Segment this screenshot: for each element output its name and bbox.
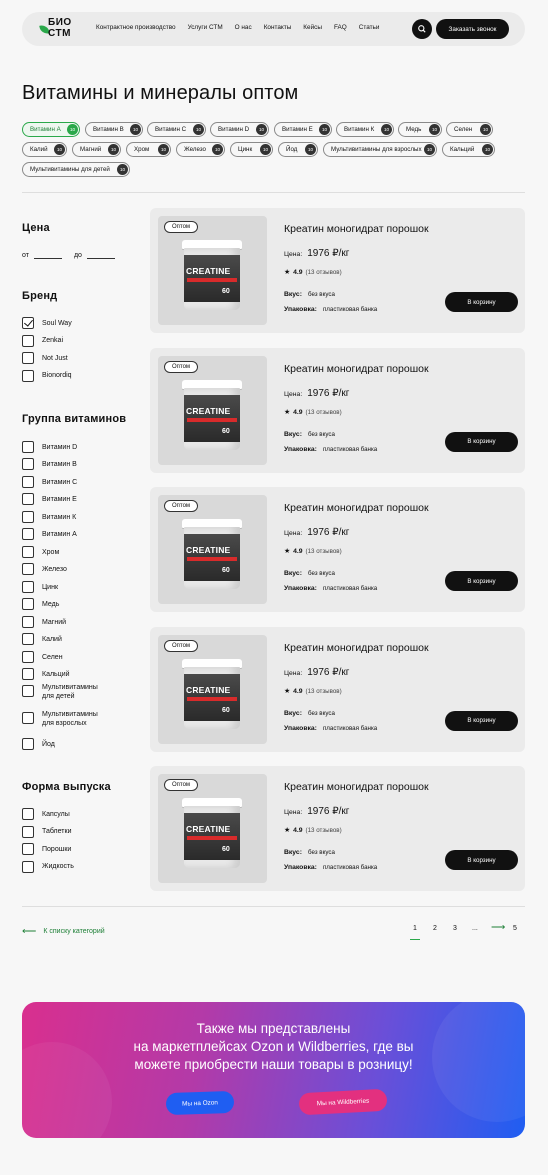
nav-faq[interactable]: FAQ [333, 24, 347, 31]
chip-count: 10 [480, 124, 491, 135]
product-rating [284, 687, 342, 695]
chip-vitamin-k[interactable] [336, 122, 394, 137]
page-3[interactable]: 3 [453, 925, 457, 932]
price-label: Цена: [284, 809, 303, 816]
vitamin-filter-label: Кальций [42, 670, 70, 678]
vitamin-filter-checkbox[interactable] [22, 476, 34, 488]
chip-label: Железо [184, 146, 206, 153]
pack-label: Упаковка: [284, 585, 317, 592]
chip-count: 10 [67, 124, 78, 135]
rating-value: 4.9 [293, 548, 303, 555]
price-to-input[interactable] [87, 258, 115, 259]
chip-calcium[interactable] [442, 142, 495, 157]
product-rating [284, 408, 342, 416]
vitamin-filter-checkbox[interactable] [22, 441, 34, 453]
chip-label: Витамин D [218, 126, 250, 133]
chip-count: 10 [429, 124, 440, 135]
form-filter-label: Порошки [42, 845, 72, 853]
chip-count: 10 [158, 144, 169, 155]
reviews-count[interactable]: (13 отзывов) [305, 269, 342, 276]
page-2[interactable]: 2 [433, 925, 437, 932]
main-nav [96, 24, 391, 31]
product-card[interactable] [150, 487, 525, 612]
product-pack [284, 446, 377, 453]
form-filter-label: Жидкость [42, 863, 74, 871]
taste-value: без вкуса [307, 430, 335, 438]
chip-count: 10 [482, 144, 493, 155]
pack-label: Упаковка: [284, 306, 317, 313]
logo[interactable] [40, 16, 70, 42]
vitamin-filter-checkbox[interactable] [22, 616, 34, 628]
chip-count: 10 [108, 144, 119, 155]
pack-value: пластиковая банка [322, 864, 378, 871]
rating-value: 4.9 [293, 408, 303, 416]
form-filter-checkbox[interactable] [22, 808, 34, 820]
creatine-jar-image [182, 659, 242, 729]
jar-label-text: CREATINE [186, 684, 231, 695]
product-rating [284, 547, 342, 555]
jar-count: 60 [222, 567, 230, 574]
price-range [22, 252, 127, 259]
creatine-jar-image [182, 380, 242, 450]
back-to-categories-link[interactable] [22, 926, 105, 937]
chip-count: 10 [424, 144, 435, 155]
product-card[interactable] [150, 208, 525, 333]
jar-label-stripe [187, 697, 237, 701]
back-label: К списку категорий [43, 928, 105, 935]
filter-vitamins-title: Группа витаминов [22, 413, 127, 425]
add-to-cart-button[interactable]: В корзину [445, 850, 518, 870]
jar-label-stripe [187, 278, 237, 282]
brand-filter-label: Not Just [42, 354, 68, 362]
chip-label: Мультивитамины для взрослых [331, 146, 422, 153]
chip-magnesium[interactable] [72, 142, 121, 157]
chip-copper[interactable] [398, 122, 442, 137]
order-call-button[interactable]: Заказать звонок [436, 19, 509, 39]
pack-value: пластиковая банка [322, 306, 378, 313]
star-icon: ★ [284, 269, 291, 276]
add-to-cart-button[interactable]: В корзину [445, 292, 518, 312]
reviews-count[interactable]: (13 отзывов) [305, 687, 342, 695]
vitamin-filter-label: Йод [42, 740, 55, 748]
product-pack [284, 585, 377, 592]
nav-cases[interactable]: Кейсы [303, 24, 322, 31]
reviews-count[interactable]: (13 отзывов) [305, 548, 342, 555]
product-rating [284, 268, 342, 276]
pack-value: пластиковая банка [322, 585, 378, 592]
jar-label-text: CREATINE [186, 266, 231, 276]
chip-label: Йод [286, 146, 298, 153]
chip-count: 10 [305, 144, 316, 155]
form-filter-checkbox[interactable] [22, 843, 34, 855]
search-icon [412, 19, 432, 39]
jar-count: 60 [222, 846, 230, 853]
vitamin-filter-label: Витамин К [42, 513, 77, 521]
jar-label-text: CREATINE [186, 405, 231, 416]
star-icon: ★ [284, 687, 291, 695]
search-button[interactable] [412, 19, 432, 39]
ozon-button[interactable]: Мы на Ozon [166, 1091, 235, 1115]
chip-count: 10 [256, 124, 267, 135]
chip-chromium[interactable] [126, 142, 171, 157]
filter-brand-title: Бренд [22, 290, 58, 302]
jar-count: 60 [222, 427, 230, 435]
add-to-cart-button[interactable]: В корзину [445, 432, 518, 452]
chip-label: Цинк [238, 146, 253, 153]
page-ellipsis: ... [472, 925, 478, 932]
vitamin-filter-checkbox[interactable] [22, 563, 34, 575]
chip-count: 10 [130, 124, 141, 135]
brand-filter-checkbox[interactable] [22, 317, 34, 329]
chip-vitamin-c[interactable] [147, 122, 206, 137]
pack-value: пластиковая банка [322, 445, 378, 453]
banner-text [22, 1020, 525, 1074]
vitamin-filter-label: Витамин D [42, 443, 78, 451]
vitamin-filter-label: Витамин А [42, 530, 77, 538]
product-name[interactable]: Креатин моногидрат порошок [284, 502, 429, 514]
product-pack [284, 864, 377, 871]
product-rating [284, 826, 342, 834]
price-to-label: до [73, 252, 82, 259]
pack-label: Упаковка: [284, 724, 317, 732]
wholesale-badge: Оптом [164, 779, 198, 791]
vitamin-filter-checkbox[interactable] [22, 546, 34, 558]
pack-label: Упаковка: [284, 864, 317, 871]
vitamin-filter-checkbox[interactable] [22, 685, 34, 697]
chip-label: Магний [80, 146, 102, 153]
chip-label: Мультивитамины для детей [30, 166, 110, 173]
taste-label: Вкус: [284, 849, 302, 856]
product-pack [284, 725, 377, 732]
vitamin-filter-checkbox[interactable] [22, 651, 34, 663]
chip-iron[interactable] [176, 142, 225, 157]
nav-articles[interactable]: Статьи [358, 24, 380, 31]
vitamin-filter-label: Витамин Е [42, 495, 77, 503]
product-image[interactable] [158, 774, 267, 883]
price-from-label: от [22, 252, 29, 259]
filter-price-title: Цена [22, 222, 50, 234]
vitamin-filter-label: Витамин С [42, 478, 78, 486]
chip-vitamin-d[interactable] [210, 122, 269, 137]
vitamin-filter-label: Медь [42, 600, 60, 608]
product-price [284, 527, 349, 538]
product-card[interactable] [150, 766, 525, 891]
product-image[interactable] [158, 216, 267, 325]
form-filter-label: Капсулы [42, 810, 70, 818]
product-price [284, 388, 349, 399]
rating-value: 4.9 [293, 687, 303, 695]
vitamin-filter-checkbox[interactable] [22, 511, 34, 523]
arrow-left-icon: ⟵ [22, 926, 37, 937]
form-filter-checkbox[interactable] [22, 826, 34, 838]
filter-form-title: Форма выпуска [22, 781, 111, 793]
product-name[interactable]: Креатин моногидрат порошок [284, 641, 429, 654]
logo-line-2: СТМ [48, 28, 71, 39]
product-image[interactable] [158, 635, 267, 744]
chip-label: Медь [406, 126, 422, 133]
chip-vitamin-b[interactable] [85, 122, 143, 137]
chip-label: Витамин В [93, 126, 124, 133]
chip-count: 10 [260, 144, 271, 155]
rating-value: 4.9 [293, 827, 303, 834]
brand-filter-checkbox[interactable] [22, 352, 34, 364]
vitamin-filter-checkbox[interactable] [22, 712, 34, 724]
vitamin-filter-checkbox[interactable] [22, 668, 34, 680]
vitamin-filter-label: Калий [42, 635, 62, 643]
divider [22, 192, 525, 193]
price-value: 1976 ₽/кг [307, 806, 350, 817]
taste-value: без вкуса [307, 570, 335, 577]
taste-value: без вкуса [307, 849, 335, 856]
current-page-indicator [410, 939, 420, 940]
jar-count: 60 [222, 288, 230, 295]
star-icon: ★ [284, 827, 291, 834]
jar-label-stripe [187, 418, 237, 422]
chip-multivitamins-adults[interactable] [323, 142, 437, 157]
chip-potassium[interactable] [22, 142, 67, 157]
banner-line: Также мы представлены [196, 1021, 351, 1036]
nav-stm-services[interactable]: Услуги СТМ [187, 24, 223, 31]
vitamin-filter-label: Мультивитамины для взрослых [42, 711, 98, 727]
vitamin-filter-label: Селен [42, 653, 63, 661]
vitamin-filter-label: Витамин B [42, 460, 77, 468]
price-value: 1976 ₽/кг [307, 666, 350, 678]
chip-vitamin-a[interactable] [22, 122, 80, 137]
jar-count: 60 [222, 706, 230, 714]
brand-filter-label: Bionordiq [42, 372, 72, 380]
chip-multivitamins-kids[interactable] [22, 162, 130, 177]
vitamin-filter-label: Цинк [42, 583, 59, 591]
wildberries-button[interactable]: Мы на Wildberries [298, 1089, 387, 1116]
product-price [284, 248, 349, 259]
divider [22, 906, 525, 907]
price-label: Цена: [284, 669, 303, 677]
pack-label: Упаковка: [284, 445, 317, 453]
logo-line-1: БИО [48, 17, 72, 28]
wholesale-badge: Оптом [164, 640, 198, 652]
banner-line: на маркетплейсах Ozon и Wildberries, где вы [133, 1039, 414, 1054]
chip-vitamin-e[interactable] [274, 122, 332, 137]
page-1[interactable]: 1 [413, 925, 417, 932]
product-taste [284, 570, 335, 577]
vitamin-filter-checkbox[interactable] [22, 598, 34, 610]
jar-label-text: CREATINE [186, 824, 231, 834]
add-to-cart-button[interactable]: В корзину [445, 711, 518, 731]
chip-count: 10 [54, 144, 65, 155]
reviews-count[interactable]: (13 отзывов) [305, 408, 342, 416]
nav-contacts[interactable]: Контакты [263, 24, 292, 31]
product-card[interactable] [150, 627, 525, 752]
add-to-cart-button[interactable]: В корзину [445, 571, 518, 591]
form-filter-label: Таблетки [42, 828, 72, 836]
rating-value: 4.9 [293, 269, 303, 276]
product-image[interactable] [158, 495, 267, 604]
jar-label-text: CREATINE [186, 545, 231, 555]
creatine-jar-image [182, 240, 242, 310]
product-taste [284, 291, 335, 298]
nav-contract-production[interactable]: Контрактное производство [96, 24, 176, 31]
banner-line: можете приобрести наши товары в розницу! [134, 1057, 413, 1072]
vitamin-filter-checkbox[interactable] [22, 633, 34, 645]
wholesale-badge: Оптом [164, 361, 198, 373]
brand-filter-checkbox[interactable] [22, 335, 34, 347]
product-taste [284, 431, 335, 438]
brand-filter-label: Soul Way [42, 319, 72, 327]
taste-label: Вкус: [284, 291, 302, 298]
product-taste [284, 849, 335, 856]
chip-count: 10 [117, 164, 128, 175]
pack-value: пластиковая банка [322, 724, 378, 732]
product-card[interactable] [150, 348, 525, 473]
taste-label: Вкус: [284, 430, 302, 438]
chip-label: Кальций [450, 146, 475, 153]
chip-label: Калий [30, 146, 48, 153]
form-filter-checkbox[interactable] [22, 861, 34, 873]
price-value: 1976 ₽/кг [307, 387, 350, 399]
product-image[interactable] [158, 356, 267, 465]
creatine-jar-image [182, 519, 242, 589]
page-title: Витамины и минералы оптом [22, 82, 299, 104]
chip-label: Витамин К [344, 126, 375, 133]
product-taste [284, 710, 335, 717]
vitamin-filter-checkbox[interactable] [22, 738, 34, 750]
chip-count: 10 [319, 124, 330, 135]
chip-count: 10 [193, 124, 204, 135]
star-icon: ★ [284, 408, 291, 416]
jar-label-stripe [187, 557, 237, 561]
taste-label: Вкус: [284, 570, 302, 577]
taste-value: без вкуса [307, 291, 335, 298]
price-from-input[interactable] [34, 258, 62, 259]
vitamin-filter-label: Магний [42, 618, 67, 626]
vitamin-filter-checkbox[interactable] [22, 458, 34, 470]
site-header [22, 12, 525, 46]
reviews-count[interactable]: (13 отзывов) [305, 827, 342, 834]
chip-zinc[interactable] [230, 142, 273, 157]
chip-label: Витамин С [155, 126, 187, 133]
chip-count: 10 [381, 124, 392, 135]
price-label: Цена: [284, 530, 303, 537]
star-icon: ★ [284, 548, 291, 555]
vitamin-filter-label: Хром [42, 548, 60, 556]
price-value: 1976 ₽/кг [307, 527, 350, 538]
vitamin-filter-checkbox[interactable] [22, 581, 34, 593]
chip-count: 10 [212, 144, 223, 155]
chip-label: Селен [454, 126, 473, 133]
chip-label: Хром [134, 146, 150, 153]
chip-label: Витамин А [30, 126, 61, 133]
product-name[interactable]: Креатин моногидрат порошок [284, 362, 429, 375]
product-price [284, 667, 349, 678]
brand-filter-label: Zenkai [42, 337, 64, 345]
chip-iodine[interactable] [278, 142, 318, 157]
nav-about[interactable]: О нас [234, 24, 252, 31]
product-pack [284, 306, 377, 313]
price-label: Цена: [284, 390, 303, 398]
product-price [284, 806, 349, 817]
vitamin-filter-label: Железо [42, 565, 67, 573]
taste-label: Вкус: [284, 709, 302, 717]
vitamin-filter-checkbox[interactable] [22, 528, 34, 540]
brand-filter-checkbox[interactable] [22, 370, 34, 382]
arrow-right-icon[interactable]: ⟶ [491, 922, 506, 933]
wholesale-badge: Оптом [164, 500, 198, 512]
marketplace-banner [22, 1002, 525, 1138]
page-5[interactable]: 5 [513, 925, 517, 932]
price-label: Цена: [284, 251, 303, 258]
vitamin-filter-label: Мультивитамины для детей [42, 684, 98, 700]
product-name[interactable]: Креатин моногидрат порошок [284, 781, 429, 793]
wholesale-badge: Оптом [164, 221, 198, 233]
vitamin-filter-checkbox[interactable] [22, 493, 34, 505]
price-value: 1976 ₽/кг [307, 248, 350, 259]
jar-label-stripe [187, 836, 237, 840]
chip-selenium[interactable] [446, 122, 493, 137]
chip-label: Витамин Е [282, 126, 313, 133]
taste-value: без вкуса [307, 709, 335, 717]
product-name[interactable]: Креатин моногидрат порошок [284, 223, 429, 235]
creatine-jar-image [182, 798, 242, 868]
